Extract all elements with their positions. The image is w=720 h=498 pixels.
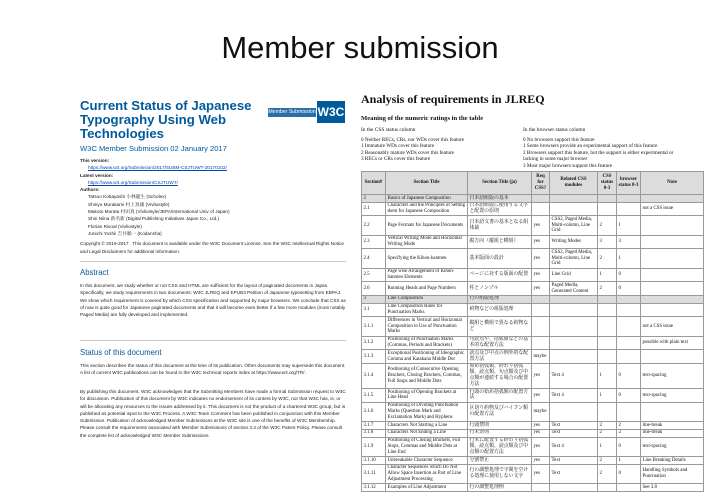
table-cell: Positioning of Opening Brackets at Line Head [386, 389, 468, 403]
table-cell [532, 303, 550, 317]
slide-title: Member submission [221, 30, 499, 65]
table-cell: 2 [598, 249, 617, 268]
table-cell: 3.1.2 [362, 336, 386, 350]
table-cell: Text [550, 464, 598, 483]
table-cell: 3.1.1 [362, 317, 386, 336]
table-cell [532, 295, 550, 303]
legend-item: 0 No browsers support this feature [523, 137, 595, 143]
legend-item: 2 Reasonably mature WDs cover this feature [361, 149, 454, 156]
table-cell: 3.1.8 [362, 429, 386, 437]
table-cell: 2 [598, 429, 617, 437]
table-cell: Positioning of Punctuation Marks (Commas, Periods and Brackets) [386, 336, 468, 350]
table-cell [641, 249, 704, 268]
table-cell: 3.1.7 [362, 422, 386, 430]
table-row [362, 202, 704, 216]
table-row [362, 422, 704, 430]
table-cell [598, 317, 617, 336]
table-cell: Line Composition Rules for Punctuation Marks [386, 303, 468, 317]
table-cell: 2.1 [362, 202, 386, 216]
table-cell [550, 402, 598, 421]
table-cell: 区切り約物及びハイフン類の配置方法 [468, 402, 532, 421]
authors-label: Authors: [80, 187, 100, 193]
table-cell: 2 [598, 422, 617, 430]
divider [80, 340, 346, 341]
table-cell [532, 484, 550, 492]
table-cell: 0 [617, 363, 641, 388]
table-cell: Exceptional Positioning of Ideographic Comma and Katakana Middle Dot [386, 350, 468, 364]
table-cell [617, 402, 641, 421]
table-cell [550, 336, 598, 350]
author-item: Florian Rivoal (Vivliostyle) [88, 223, 142, 229]
table-cell [550, 202, 598, 216]
divider [80, 261, 346, 262]
table-cell: 約物などの組版処理 [468, 303, 532, 317]
table-cell [617, 202, 641, 216]
table-cell: maybe [532, 350, 550, 364]
table-cell: Specifying the Kihon-hanmen [386, 249, 468, 268]
browser-status-legend [523, 137, 673, 169]
table-cell: yes [532, 464, 550, 483]
table-row [362, 464, 704, 483]
table-cell: 日本語文書の基本となる組体裁 [468, 216, 532, 235]
right-document [357, 92, 705, 496]
author-item: Shinyu Murakami 村上真雄 (Vivliostyle) [88, 201, 170, 207]
table-cell: 行頭禁則 [468, 422, 532, 430]
document-subtitle: W3C Member Submission 02 January 2017 [80, 144, 227, 153]
table-cell [617, 317, 641, 336]
table-row [362, 295, 704, 303]
table-cell: Page Formats for Japanese Documents [386, 216, 468, 235]
table-cell: 2.6 [362, 282, 386, 296]
table-cell [641, 216, 704, 235]
legend-item: 1 Immature WDs cover this feature [361, 143, 435, 150]
table-cell: Line Composition [386, 295, 468, 303]
table-cell [641, 295, 704, 303]
table-cell [532, 195, 550, 203]
table-cell: Character Sequences which Do Not Allow Space Insertion as Part of Line Adjustment Processing [386, 464, 468, 483]
table-cell: 3.1.12 [362, 484, 386, 492]
table-row [362, 336, 704, 350]
table-cell: CSS2, Paged Media, Multi-column, Line Grid [550, 249, 598, 268]
table-cell [532, 317, 550, 336]
table-row [362, 282, 704, 296]
table-cell [598, 336, 617, 350]
table-cell: 3 [362, 295, 386, 303]
table-cell: 縦組と横組で異なる約物など [468, 317, 532, 336]
table-cell [598, 195, 617, 203]
table-cell: Paged Media, Generated Content [550, 282, 598, 296]
table-cell: 3 [617, 235, 641, 249]
column-header: Related CSS modules [550, 172, 598, 195]
table-row [362, 437, 704, 456]
table-cell: Unbreakable Character Sequence [386, 457, 468, 465]
table-cell [532, 336, 550, 350]
column-header: Section Title (ja) [468, 172, 532, 195]
table-cell [598, 402, 617, 421]
document-metadata [80, 157, 346, 255]
table-cell: 日本語組版に使用する文字と配置の原則 [468, 202, 532, 216]
table-cell: Differences in Vertical and Horizontal Composition in Use of Punctuation Marks [386, 317, 468, 336]
table-row [362, 429, 704, 437]
table-cell: text-spacing [641, 437, 704, 456]
table-cell: yes [532, 389, 550, 403]
table-row [362, 457, 704, 465]
table-cell [617, 336, 641, 350]
table-cell: Examples of Line Adjustment [386, 484, 468, 492]
table-cell: 2.5 [362, 268, 386, 282]
table-cell: 3 [598, 235, 617, 249]
latest-version-label: Latest version: [80, 172, 114, 178]
table-cell [598, 295, 617, 303]
analysis-title: Analysis of requirements in JLREQ [361, 92, 545, 106]
table-cell: Text 4 [550, 363, 598, 388]
table-cell: 1 [617, 457, 641, 465]
table-cell [641, 195, 704, 203]
table-cell: 3.1.9 [362, 437, 386, 456]
table-cell: 1 [598, 268, 617, 282]
table-cell: line-break [641, 429, 704, 437]
table-cell: Text [550, 429, 598, 437]
table-cell: Text [550, 457, 598, 465]
table-cell: 柱とノンブル [468, 282, 532, 296]
table-cell [641, 282, 704, 296]
table-cell: 縦方向（縦組と横組） [468, 235, 532, 249]
table-row [362, 235, 704, 249]
author-item: Tatsuo Kobayashi 小林龍生 (Scholex) [88, 194, 167, 200]
table-cell: 3.1.5 [362, 389, 386, 403]
css-status-legend [361, 137, 464, 163]
table-row [362, 350, 704, 364]
table-cell: yes [532, 457, 550, 465]
column-header: Req for CSS? [532, 172, 550, 195]
table-cell [598, 350, 617, 364]
table-cell: 始め括弧類、終わり括弧類、読点類、句点類及び中点類が連続する場合の配置方法 [468, 363, 532, 388]
table-cell [532, 202, 550, 216]
left-document [72, 98, 350, 493]
table-cell: yes [532, 437, 550, 456]
table-cell [617, 195, 641, 203]
table-row [362, 216, 704, 235]
table-cell [641, 350, 704, 364]
table-cell: 2 [598, 464, 617, 483]
table-row [362, 389, 704, 403]
table-cell: 3.1.10 [362, 457, 386, 465]
author-item: Shin Niina 新名新 (Digital Publishing Initiatives Japan Co., Ltd.) [88, 216, 220, 222]
table-cell: 0 [617, 437, 641, 456]
table-cell: yes [532, 363, 550, 388]
table-cell: Positioning of Dividing Punctuation Marks (Question Mark and Exclamation Mark) and Hyphens [386, 402, 468, 421]
table-cell: Characters and the Principles of Setting them for Japanese Composition [386, 202, 468, 216]
column-header: browser status 0-3 [617, 172, 641, 195]
table-cell: yes [532, 249, 550, 268]
table-cell: 3.1 [362, 303, 386, 317]
table-cell: 行末に配置する終わり括弧類、読点類、読点類及び中点類の配置方法 [468, 437, 532, 456]
table-cell: yes [532, 268, 550, 282]
column-header: CSS status 0-3 [598, 172, 617, 195]
table-cell: 3.1.3 [362, 350, 386, 364]
table-cell: Page wise Arrangement of Kihon-hanmen Elements [386, 268, 468, 282]
table-cell [617, 295, 641, 303]
table-cell: maybe [532, 402, 550, 421]
table-cell: text-spacing [641, 363, 704, 388]
table-cell: 行の調整処理例 [468, 484, 532, 492]
table-cell [550, 195, 598, 203]
table-cell [617, 350, 641, 364]
legend-item: 0 Neither RECs, CRs, nor WDs cover this feature [361, 137, 465, 143]
table-cell [550, 484, 598, 492]
column-header: Section Title [386, 172, 468, 195]
table-cell [641, 303, 704, 317]
this-version-label: This version: [80, 158, 110, 163]
copyright-notice: Copyright © 2016-2017 . This document is available under the W3C Document License. See the W3C Intellectual Rights Notice and Legal Disclaimers for additional information. [80, 241, 344, 254]
table-cell [598, 202, 617, 216]
table-cell: 2 [598, 282, 617, 296]
table-cell: yes [532, 422, 550, 430]
table-cell: Positioning of Closing Brackets, Full Stops, Commas and Middle Dots at Line End [386, 437, 468, 456]
table-cell: 日本語組版の基本 [468, 195, 532, 203]
this-version-link[interactable]: https://www.w3.org/Submission/2017/SUBM-CSJTUWT-20170102/ [88, 165, 227, 171]
table-cell: CSS2, Paged Media, Multi-column, Line Grid [550, 216, 598, 235]
table-cell: Line Breaking Details [641, 457, 704, 465]
abstract-text: In this document, we study whether or not CSS and HTML are sufficient for the layout of paginated documents in Japan. Specifically, we study requirements in two documents: W3C JLREQ and EPUB3 Petition of Japanese typesetting from EBPAJ. We show which requirement is covered by which CSS specification and supported by major browsers. We conclude that CSS as of now is quite good for Japanese paginated documents and that it will become even better if a few more modules (most notably Paged Media) are fully developed and implemented. [80, 283, 346, 318]
document-title: Current Status of Japanese Typography Using Web Technologies [80, 98, 252, 141]
table-cell: Writing Modes [550, 235, 598, 249]
table-cell [550, 295, 598, 303]
table-cell: 3.1.11 [362, 464, 386, 483]
table-header-row [362, 172, 704, 195]
table-cell: Characters Not Ending a Line [386, 429, 468, 437]
ratings-subtitle: Meaning of the numeric ratings in the table [361, 115, 484, 122]
status-heading: Status of this document [80, 348, 162, 357]
requirements-table [361, 171, 704, 492]
table-cell: Characters Not Starting a Line [386, 422, 468, 430]
author-item: Makoto Murata 村田真 (Vivliostyle/JEPA/International Univ of Japan) [88, 209, 230, 215]
w3c-logo: W3C [317, 101, 345, 123]
table-cell: possible with plain text [641, 336, 704, 350]
table-cell: 2 [598, 457, 617, 465]
column-header: Note [641, 172, 704, 195]
table-row [362, 363, 704, 388]
table-cell: 2.3 [362, 235, 386, 249]
table-cell: 0 [617, 464, 641, 483]
table-cell: Text 4 [550, 389, 598, 403]
table-row [362, 484, 704, 492]
table-cell [617, 303, 641, 317]
author-item: Junichi Yoshii 吉井順一 (Kodansha) [88, 230, 162, 236]
table-row [362, 268, 704, 282]
table-cell: Line Grid [550, 268, 598, 282]
table-cell: Text 4 [550, 437, 598, 456]
abstract-heading: Abstract [80, 268, 109, 277]
table-cell: 行頭の始め括弧類の配置方法 [468, 389, 532, 403]
table-cell [617, 484, 641, 492]
table-cell: 0 [617, 389, 641, 403]
table-cell: 2 [617, 429, 641, 437]
legend-item: 3 RECs or CRs cover this feature [361, 156, 431, 163]
table-cell: 2 [617, 422, 641, 430]
table-cell: not a CSS issue [641, 202, 704, 216]
legend-item: 1 Some browsers provide an experimental support of this feature [523, 143, 658, 150]
table-cell: 3.1.6 [362, 402, 386, 421]
table-row [362, 303, 704, 317]
table-cell [641, 402, 704, 421]
table-cell [641, 235, 704, 249]
member-submission-badge: Member Submission [268, 109, 316, 115]
legend-item: 3 Most major browsers support this feature [523, 162, 613, 169]
table-cell: See 3.8 [641, 484, 704, 492]
table-cell: yes [532, 216, 550, 235]
table-cell: yes [532, 235, 550, 249]
table-cell: 読点及び中点の例外的な配置方法 [468, 350, 532, 364]
table-cell: 0 [617, 282, 641, 296]
table-cell: Basics of Japanese Composition [386, 195, 468, 203]
table-cell: yes [532, 282, 550, 296]
table-row [362, 402, 704, 421]
table-row [362, 249, 704, 268]
table-cell [598, 303, 617, 317]
table-cell [598, 484, 617, 492]
table-cell: ページに対する版面の配置 [468, 268, 532, 282]
table-cell: not a CSS issue [641, 317, 704, 336]
table-row [362, 317, 704, 336]
legend-item: lacking in some major browser [523, 156, 588, 163]
legend-item: 2 Browsers support this feature, but the support is either experimental or [523, 149, 674, 156]
latest-version-link[interactable]: https://www.w3.org/Submission/CSJTUWT/ [88, 179, 178, 185]
table-cell: 行の調整処理で字間を空ける処理に使用しない文字 [468, 464, 532, 483]
table-cell [641, 268, 704, 282]
table-cell: 3.1.4 [362, 363, 386, 388]
table-cell: Text [550, 422, 598, 430]
table-cell: Positioning of Consecutive Opening Brackets, Closing Brackets, Commas, Full Stops and Middle Dots [386, 363, 468, 388]
table-cell [550, 303, 598, 317]
table-cell: 1 [598, 363, 617, 388]
table-cell [550, 317, 598, 336]
table-cell: line-break [641, 422, 704, 430]
table-cell: 2 [362, 195, 386, 203]
status-text-intro: This section describes the status of this document at the time of its publication. Other documents may supersede this document. A list of current W3C publications can be found in the W3C technical reports index at https://www.w3.org/TR/. [80, 363, 346, 376]
table-cell: 1 [598, 437, 617, 456]
table-cell: Handling Symbols and Punctuation [641, 464, 704, 483]
table-cell: 分割禁止 [468, 457, 532, 465]
table-cell: 句読点や、括弧類などの基本的な配置方法 [468, 336, 532, 350]
table-cell: text-spacing [641, 389, 704, 403]
table-cell [550, 350, 598, 364]
table-cell: Running Heads and Page Numbers [386, 282, 468, 296]
table-cell: 2.2 [362, 216, 386, 235]
table-cell: 基本版面の設計 [468, 249, 532, 268]
table-cell: 2 [598, 216, 617, 235]
table-cell: 1 [617, 249, 641, 268]
status-text-body: By publishing this document, W3C acknowledges that the Submitting Members have made a formal Submission request to W3C for discussion. Publication of this document by W3C indicates no endorsement of its content by W3C, nor that W3C has, is, or will be allocating any resources to the issues addressed by it. This document is not the product of a chartered W3C group, but is published as potential input to the W3C Process. A W3C Team Comment has been published in conjunction with this Member Submission. Publication of acknowledged Member Submissions at the W3C site is one of the benefits of W3C Membership. Please consult the requirements associated with Member Submissions of section 3.3 of the W3C Patent Policy. Please consult the complete list of acknowledged W3C Member Submissions. [80, 389, 346, 438]
table-cell: 行末禁則 [468, 429, 532, 437]
table-cell: Vertical Writing Mode and Horizontal Writing Mode [386, 235, 468, 249]
table-cell: yes [532, 429, 550, 437]
table-cell: 1 [617, 216, 641, 235]
browser-status-label: In the browser status column [523, 127, 586, 133]
css-status-label: In the CSS status column [361, 127, 416, 133]
table-cell: 1 [598, 389, 617, 403]
table-cell: 2.4 [362, 249, 386, 268]
table-row [362, 195, 704, 203]
column-header: Section# [362, 172, 386, 195]
table-cell: 0 [617, 268, 641, 282]
table-cell: 行の組版処理 [468, 295, 532, 303]
